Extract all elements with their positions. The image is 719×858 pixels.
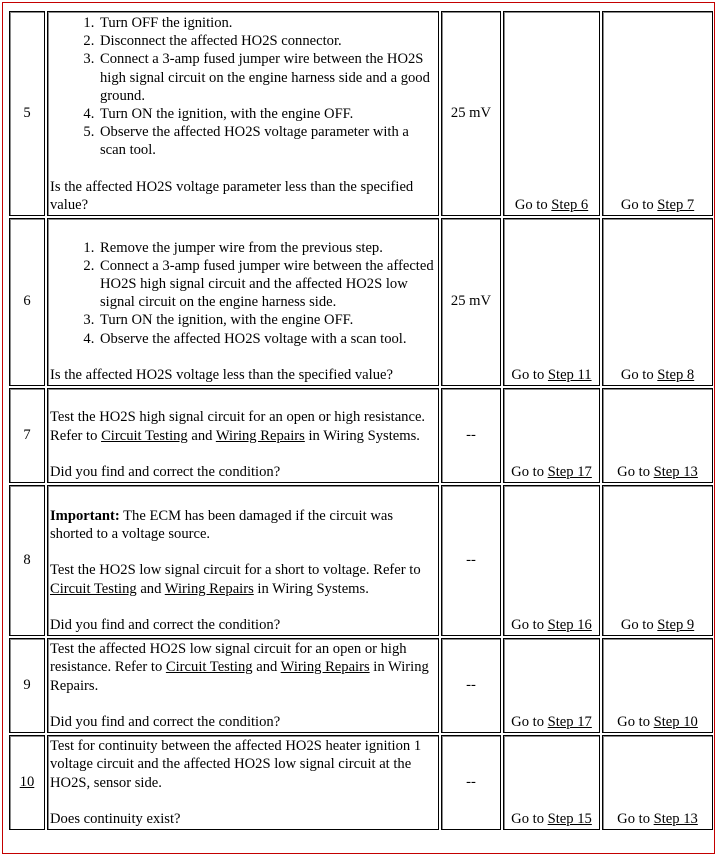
- yes-cell: [503, 11, 600, 216]
- step-link[interactable]: Step 13: [653, 810, 698, 827]
- step-number: 5: [9, 11, 45, 216]
- instruction-part: Test the HO2S low signal circuit for a short to voltage. Refer to: [50, 562, 421, 579]
- no-cell: [602, 218, 713, 386]
- list-item: 3. Turn ON the ignition, with the engine OFF.: [98, 311, 436, 329]
- step-link[interactable]: Step 10: [653, 713, 698, 730]
- go-to-text: Go to: [620, 366, 658, 383]
- instruction-part: and: [252, 659, 281, 676]
- list-item: 1. Remove the jumper wire from the previous step.: [98, 239, 436, 257]
- list-item: 2. Disconnect the affected HO2S connector.: [98, 32, 436, 50]
- step-number: 8: [9, 485, 45, 636]
- list-item: 3. Connect a 3-amp fused jumper wire between the HO2S high signal circuit on the engine harness side and a good ground.: [98, 50, 436, 105]
- yes-cell: [503, 735, 600, 830]
- go-to-text: Go to: [511, 463, 548, 480]
- step-link[interactable]: Step 13: [653, 463, 698, 480]
- question: Is the affected HO2S voltage less than the specified value?: [50, 366, 393, 383]
- step-number: 9: [9, 638, 45, 733]
- wiring-repairs-link[interactable]: Wiring Repairs: [280, 659, 370, 676]
- instruction-part: Test the affected HO2S low signal circuit for an open or high resistance. Refer to: [50, 641, 407, 676]
- no-cell: [602, 638, 713, 733]
- no-cell: [602, 735, 713, 830]
- question: Did you find and correct the condition?: [50, 713, 281, 730]
- step-link[interactable]: Step 7: [657, 196, 695, 213]
- step-link[interactable]: Step 9: [657, 616, 695, 633]
- instruction-part: in Wiring Systems.: [304, 427, 420, 444]
- table-row: [9, 485, 713, 636]
- go-to-text: Go to: [511, 366, 548, 383]
- instruction-part: in Wiring Repairs.: [50, 659, 429, 694]
- question: Did you find and correct the condition?: [50, 616, 281, 633]
- table-row: [9, 218, 713, 386]
- step-link[interactable]: Step 17: [547, 713, 592, 730]
- instruction-part: Test the HO2S high signal circuit for an open or high resistance. Refer to: [50, 409, 426, 444]
- important-label: Important:: [50, 507, 120, 524]
- list-item: 1. Turn OFF the ignition.: [98, 14, 436, 32]
- wiring-repairs-link[interactable]: Wiring Repairs: [164, 580, 254, 597]
- action-cell: [47, 388, 439, 483]
- action-cell: [47, 485, 439, 636]
- no-cell: [602, 485, 713, 636]
- table-row: [9, 388, 713, 483]
- go-to-text: Go to: [511, 810, 548, 827]
- instruction-part: in Wiring Systems.: [253, 580, 369, 597]
- action-cell: [47, 11, 439, 216]
- instruction-text: [50, 640, 436, 695]
- instruction-text: [50, 408, 436, 444]
- list-item: 5. Observe the affected HO2S voltage parameter with a scan tool.: [98, 123, 436, 159]
- no-cell: [602, 388, 713, 483]
- diagnostic-table: [7, 9, 715, 832]
- go-to-text: Go to: [617, 463, 654, 480]
- yes-cell: [503, 638, 600, 733]
- step-number: 7: [9, 388, 45, 483]
- list-item: 2. Connect a 3-amp fused jumper wire between the affected HO2S high signal circuit and the affected HO2S low signal circuit on the engine harness side.: [98, 257, 436, 312]
- important-text: The ECM has been damaged if the circuit was shorted to a voltage source.: [50, 507, 394, 543]
- step-link[interactable]: Step 11: [547, 366, 592, 383]
- value-cell: --: [441, 485, 501, 636]
- step-list: [50, 14, 436, 160]
- question: Did you find and correct the condition?: [50, 463, 281, 480]
- go-to-text: Go to: [514, 196, 552, 213]
- instruction-text: [50, 561, 436, 597]
- circuit-testing-link[interactable]: Circuit Testing: [165, 659, 253, 676]
- step-link[interactable]: Step 16: [547, 616, 592, 633]
- table-row: [9, 11, 713, 216]
- value-cell: --: [441, 735, 501, 830]
- instruction-text: Test for continuity between the affected HO2S heater ignition 1 voltage circuit and the affected HO2S low signal circuit at the HO2S, sensor side.: [50, 738, 422, 791]
- go-to-text: Go to: [617, 810, 654, 827]
- table-row: [9, 735, 713, 830]
- value-cell: --: [441, 638, 501, 733]
- list-item: 4. Turn ON the ignition, with the engine OFF.: [98, 105, 436, 123]
- instruction-part: and: [136, 580, 165, 597]
- yes-cell: [503, 388, 600, 483]
- step-number[interactable]: 10: [9, 735, 45, 830]
- action-cell: [47, 735, 439, 830]
- important-note: [50, 507, 436, 543]
- go-to-text: Go to: [620, 616, 658, 633]
- no-cell: [602, 11, 713, 216]
- step-link[interactable]: Step 6: [551, 196, 589, 213]
- circuit-testing-link[interactable]: Circuit Testing: [50, 580, 137, 597]
- go-to-text: Go to: [617, 713, 654, 730]
- instruction-part: and: [187, 427, 216, 444]
- go-to-text: Go to: [511, 713, 548, 730]
- step-list: [50, 239, 436, 348]
- step-link[interactable]: Step 17: [547, 463, 592, 480]
- value-cell: --: [441, 388, 501, 483]
- step-number: 6: [9, 218, 45, 386]
- wiring-repairs-link[interactable]: Wiring Repairs: [215, 427, 305, 444]
- value-cell: 25 mV: [441, 11, 501, 216]
- yes-cell: [503, 218, 600, 386]
- question: Does continuity exist?: [50, 810, 181, 827]
- action-cell: [47, 638, 439, 733]
- go-to-text: Go to: [620, 196, 658, 213]
- step-link[interactable]: Step 8: [657, 366, 695, 383]
- yes-cell: [503, 485, 600, 636]
- table-row: [9, 638, 713, 733]
- question: Is the affected HO2S voltage parameter less than the specified value?: [50, 178, 414, 213]
- value-cell: 25 mV: [441, 218, 501, 386]
- action-cell: [47, 218, 439, 386]
- step-link[interactable]: Step 15: [547, 810, 592, 827]
- go-to-text: Go to: [511, 616, 548, 633]
- list-item: 4. Observe the affected HO2S voltage with a scan tool.: [98, 330, 436, 348]
- circuit-testing-link[interactable]: Circuit Testing: [101, 427, 188, 444]
